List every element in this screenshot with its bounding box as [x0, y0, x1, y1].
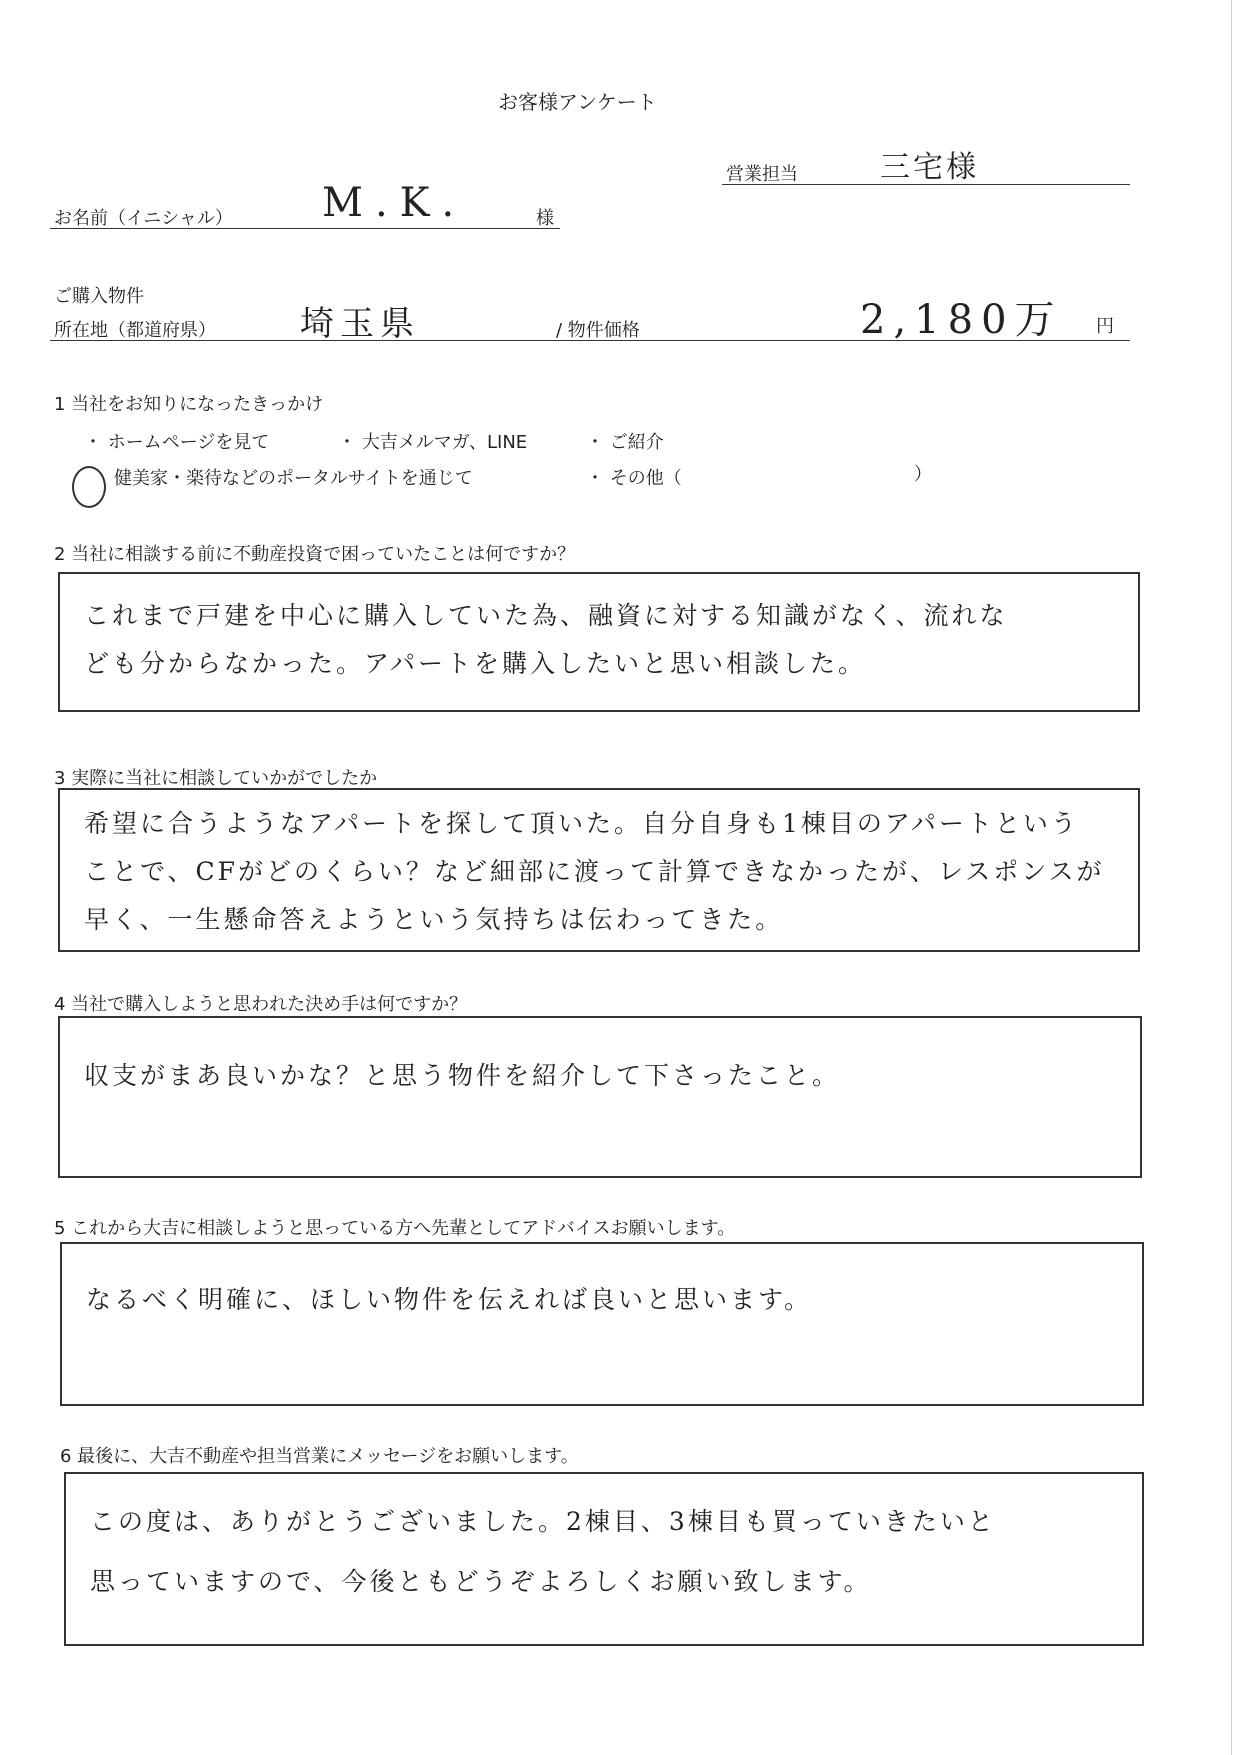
- q6-answer-line: 思っていますので、今後ともどうぞよろしくお願い致します。: [90, 1567, 872, 1596]
- q5-answer-box: [60, 1242, 1144, 1406]
- q3-answer-line: 早く、一生懸命答えようという気持ちは伝わってきた。: [84, 905, 784, 934]
- q1-question: 1 当社をお知りになったきっかけ: [54, 394, 324, 415]
- q2-question: 2 当社に相談する前に不動産投資で困っていたことは何ですか？: [54, 544, 576, 565]
- q1-option-mailmag: ・ 大吉メルマガ、LINE: [338, 432, 528, 453]
- page-title: お客様アンケート: [498, 90, 657, 114]
- q4-answer-line: 収支がまあ良いかな？と思う物件を紹介して下さったこと。: [84, 1061, 841, 1090]
- name-label: お名前（イニシャル）: [54, 208, 233, 229]
- q3-question: 3 実際に当社に相談していかがでしたか: [54, 768, 378, 789]
- q2-answer-line: ども分からなかった。アパートを購入したいと思い相談した。: [84, 649, 867, 678]
- scan-edge: [1231, 0, 1232, 1755]
- q6-answer-box: [64, 1472, 1144, 1646]
- q2-answer-box: [58, 572, 1140, 712]
- sales-rep-value: 三宅様: [880, 150, 979, 185]
- sales-rep-underline: [722, 184, 1130, 185]
- location-label: 所在地（都道府県）: [54, 320, 216, 341]
- q4-answer-box: [58, 1016, 1142, 1178]
- q4-question: 4 当社で購入しようと思われた決め手は何ですか？: [54, 994, 468, 1015]
- price-unit: 円: [1096, 316, 1114, 337]
- q3-answer-box: [58, 788, 1140, 952]
- location-value: 埼玉県: [300, 304, 420, 344]
- q5-question: 5 これから大吉に相談しようと思っている方へ先輩としてアドバイスお願いします。: [54, 1218, 736, 1239]
- q1-option-other: ・ その他（: [586, 468, 682, 489]
- q1-option-homepage: ・ ホームページを見て: [84, 432, 270, 453]
- property-heading: ご購入物件: [54, 286, 144, 307]
- q1-option-other-close: ）: [914, 464, 932, 485]
- q5-answer-line: なるべく明確に、ほしい物件を伝えれば良いと思います。: [86, 1285, 813, 1314]
- q3-answer-line: ことで、CFがどのくらい？など細部に渡って計算できなかったが、レスポンスが: [84, 857, 1105, 886]
- q6-answer-line: この度は、ありがとうございました。2棟目、3棟目も買っていきたいと: [90, 1507, 996, 1536]
- property-underline: [50, 340, 1130, 341]
- price-value: 2,180万: [860, 297, 1063, 343]
- q1-option-portal: 健美家・楽待などのポータルサイトを通じて: [114, 468, 473, 489]
- q6-question: 6 最後に、大吉不動産や担当営業にメッセージをお願いします。: [60, 1446, 579, 1467]
- q1-selected-circle: [72, 466, 106, 508]
- sales-rep-label: 営業担当: [726, 164, 798, 185]
- q2-answer-line: これまで戸建を中心に購入していた為、融資に対する知識がなく、流れな: [84, 601, 1008, 630]
- name-value: M.K.: [322, 180, 467, 226]
- name-suffix: 様: [536, 208, 554, 229]
- name-underline: [50, 228, 560, 229]
- q3-answer-line: 希望に合うようなアパートを探して頂いた。自分自身も1棟目のアパートという: [84, 809, 1079, 838]
- q1-option-referral: ・ ご紹介: [586, 432, 664, 453]
- price-label: / 物件価格: [556, 320, 640, 341]
